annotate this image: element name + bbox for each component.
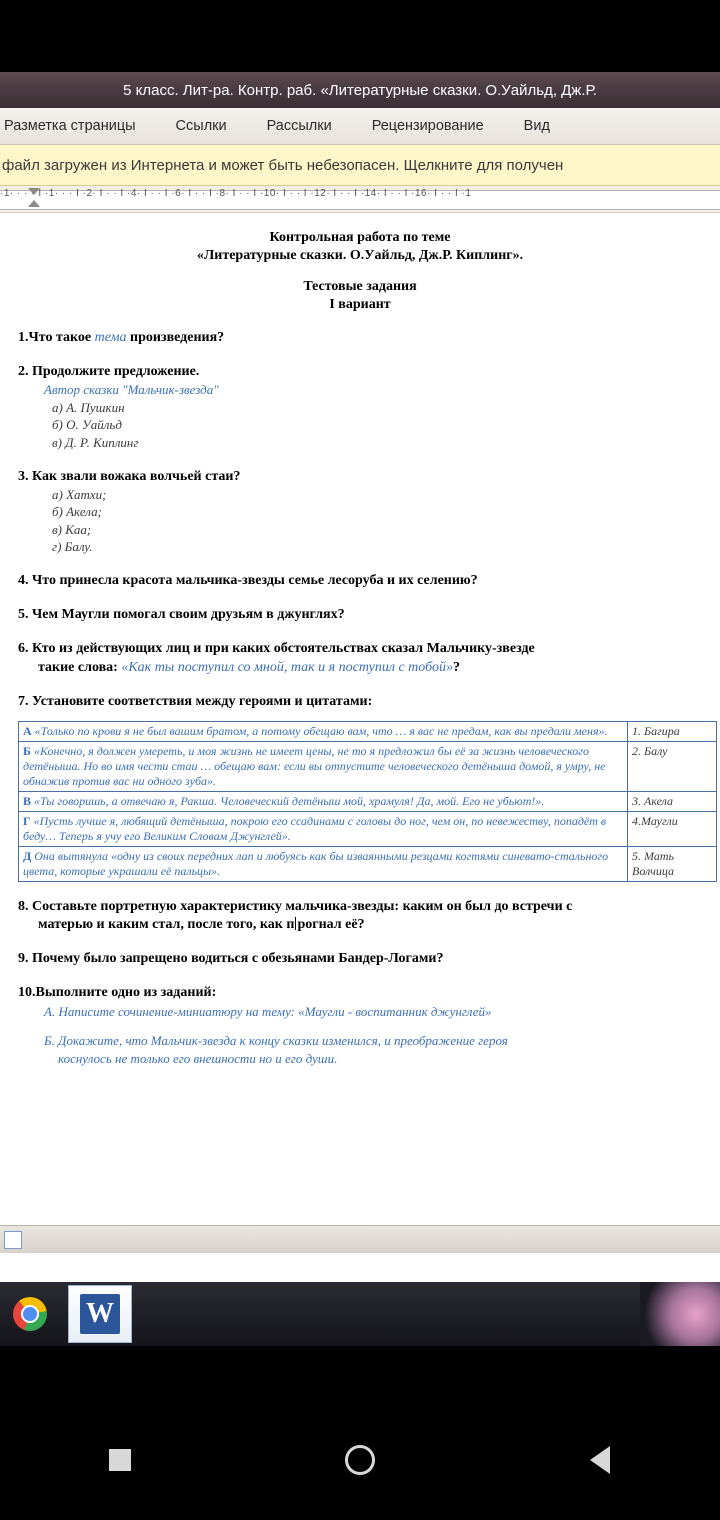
table-row [19,741,717,791]
home-icon [345,1445,375,1475]
taskbar [0,1282,720,1346]
question-2-option-c: в) Д. Р. Киплинг [52,435,139,451]
security-warning-text: файл загружен из Интернета и может быть небезопасен. Щелкните для получен [2,156,564,174]
question-3-option-d: г) Балу. [52,539,93,555]
question-3-option-b: б) Акела; [52,504,102,520]
table-row [19,846,717,881]
table-cell-quote [19,811,628,846]
question-10-option-a [44,1003,702,1021]
question-3-options [52,486,702,556]
question-10: 10.Выполните одно из заданий: [18,985,217,1001]
question-8-line2-b: рогнал её? [297,917,365,933]
question-6 [18,640,702,676]
tab-page-layout[interactable]: Разметка страницы [4,118,136,134]
tab-mailings[interactable]: Рассылки [266,118,332,134]
question-3-text: 3. Как звали вожака волчьей стаи? [18,468,241,484]
question-1 [18,329,702,347]
row-quote-g: «Пусть лучше я, любящий детёныша, покрою его ссадинами с головы до ног, чем он, по невежеству, попадёт в беду… Теперь я учу его Великим Словам Джунглей». [23,813,607,843]
question-1-suffix: произведения? [126,330,225,345]
question-2 [18,363,702,381]
word-icon: W [80,1294,120,1334]
question-1-term: тема [94,330,127,345]
table-cell-answer: 3. Акела [628,791,717,811]
chrome-icon [13,1297,47,1331]
question-9: 9. Почему было запрещено водиться с обезьянами Бандер-Логами? [18,951,444,967]
row-letter-v: В [23,793,32,808]
security-warning-bar[interactable] [0,145,720,186]
taskbar-wallpaper-edge [640,1282,720,1346]
question-6-line2 [38,659,702,677]
table-cell-quote [19,791,628,811]
recents-button[interactable] [60,1400,180,1520]
table-row [19,811,717,846]
ruler-marks: ·1· · · · I ·1· · · I ·2· I · · I ·4· I · · I ·6· I · · I ·8· I · · I ·10· I · · I ·12· I · · I ·14· I · · I ·16· I · · I ·1 [0,188,472,199]
taskbar-chrome-button[interactable] [0,1282,60,1346]
taskbar-word-button[interactable] [60,1282,140,1346]
window-title-bar [0,72,720,108]
document-heading [18,229,702,264]
row-letter-a: А [23,723,32,738]
tab-references[interactable]: Ссылки [175,118,227,134]
question-10-option-b-line1: Б. Докажите, что Мальчик-звезда к концу сказки изменился, и преображение героя [44,1033,508,1049]
tab-view[interactable]: Вид [523,118,550,134]
question-10-option-b [44,1032,702,1067]
tab-review[interactable]: Рецензирование [371,118,484,134]
question-2-option-a: а) А. Пушкин [52,399,125,415]
row-quote-v: «Ты говоришь, а отвечаю я, Ракша. Человеческий детёныш мой, храмуля! Да, мой. Его не убьют!». [34,793,545,808]
row-letter-g: Г [23,813,31,828]
row-letter-b: Б [23,743,31,758]
table-cell-answer: 5. Мать Волчица [628,846,717,881]
question-10-option-a-prefix: А. Написите сочинение-миниатюру на тему: [44,1003,299,1019]
row-letter-d: Д [23,848,32,863]
document-heading-line1: Контрольная работа по теме [269,230,451,245]
row-quote-b: «Конечно, я должен умереть, и моя жизнь не имеет цены, не то я предложил бы её за жизнь человеческого детёныша. Но во имя чести стаи … обещаю вам: если вы отпустите человеческого детёныша домой, я умру, не обнажив против вас ни одного зуба». [23,743,606,788]
question-6-line2-suffix: ? [452,659,460,675]
table-cell-quote [19,846,628,881]
question-10-option-b-line2: коснулось не только его внешности но и его души. [58,1050,338,1066]
table-row [19,721,717,741]
question-2-text: 2. Продолжите предложение. [18,364,200,380]
back-icon [590,1446,610,1474]
question-3 [18,468,702,486]
question-8-line1: 8. Составьте портретную характеристику мальчика-звезды: каким он был до встречи с [18,898,573,914]
word-task-tile [68,1285,132,1343]
question-8-line2 [38,916,702,934]
recents-icon [109,1449,131,1471]
question-6-line2-prefix: такие слова: [38,659,122,675]
hanging-indent-marker[interactable] [28,200,40,207]
document-page[interactable] [0,213,720,1253]
question-8 [18,898,702,934]
home-button[interactable] [300,1400,420,1520]
table-cell-answer: 1. Багира [628,721,717,741]
android-navigation-bar [0,1400,720,1520]
question-2-lead: Автор сказки "Мальчик-звезда" [44,382,219,398]
word-window [0,72,720,1282]
question-3-option-a: а) Хатхи; [52,486,107,502]
back-button[interactable] [540,1400,660,1520]
question-7: 7. Установите соответствия между героями и цитатами: [18,693,373,709]
document-subheading-line2: I вариант [329,296,391,312]
status-bar [0,1225,720,1253]
question-1-prefix: 1.Что такое [18,330,95,345]
question-10-option-a-quote: «Маугли - воспитанник джунглей» [298,1003,492,1019]
question-6-line1: 6. Кто из действующих лиц и при каких обстоятельствах сказал Мальчику-звезде [18,641,535,657]
horizontal-ruler[interactable] [0,186,720,213]
question-2-option-b: б) О. Уайльд [52,417,122,433]
row-quote-d: Она вытянула «одну из своих передних лап и любуясь как бы изваянными резцами когтями синевато-стального цвета, которые украшали её пальцы». [23,848,609,878]
view-mode-icon[interactable] [4,1231,22,1249]
document-subheading-line1: Тестовые задания [303,279,417,294]
document-heading-line2: «Литературные сказки. О.Уайльд, Дж.Р. Киплинг». [196,247,524,263]
question-4: 4. Что принесла красота мальчика-звезды семье лесоруба и их селению? [18,572,478,588]
matching-table[interactable] [18,721,717,882]
table-cell-answer: 4.Маугли [628,811,717,846]
question-3-option-c: в) Каа; [52,521,92,537]
question-5: 5. Чем Маугли помогал своим друзьям в джунглях? [18,607,345,623]
ribbon-tab-strip [0,108,720,145]
table-cell-quote [19,741,628,791]
table-row [19,791,717,811]
question-6-quote: «Как ты поступил со мной, так и я поступил с тобой» [121,659,453,675]
question-8-line2-a: матерью и каким стал, после того, как п [38,917,295,933]
document-subheading [18,278,702,313]
table-cell-answer: 2. Балу [628,741,717,791]
table-cell-quote [19,721,628,741]
row-quote-a: «Только по крови я не был вашим братом, а потому обещаю вам, что … я вас не предам, как вы предали меня». [34,723,608,738]
question-2-options [52,399,702,452]
window-title: 5 класс. Лит-ра. Контр. раб. «Литературные сказки. О.Уайльд, Дж.Р. [123,81,597,99]
